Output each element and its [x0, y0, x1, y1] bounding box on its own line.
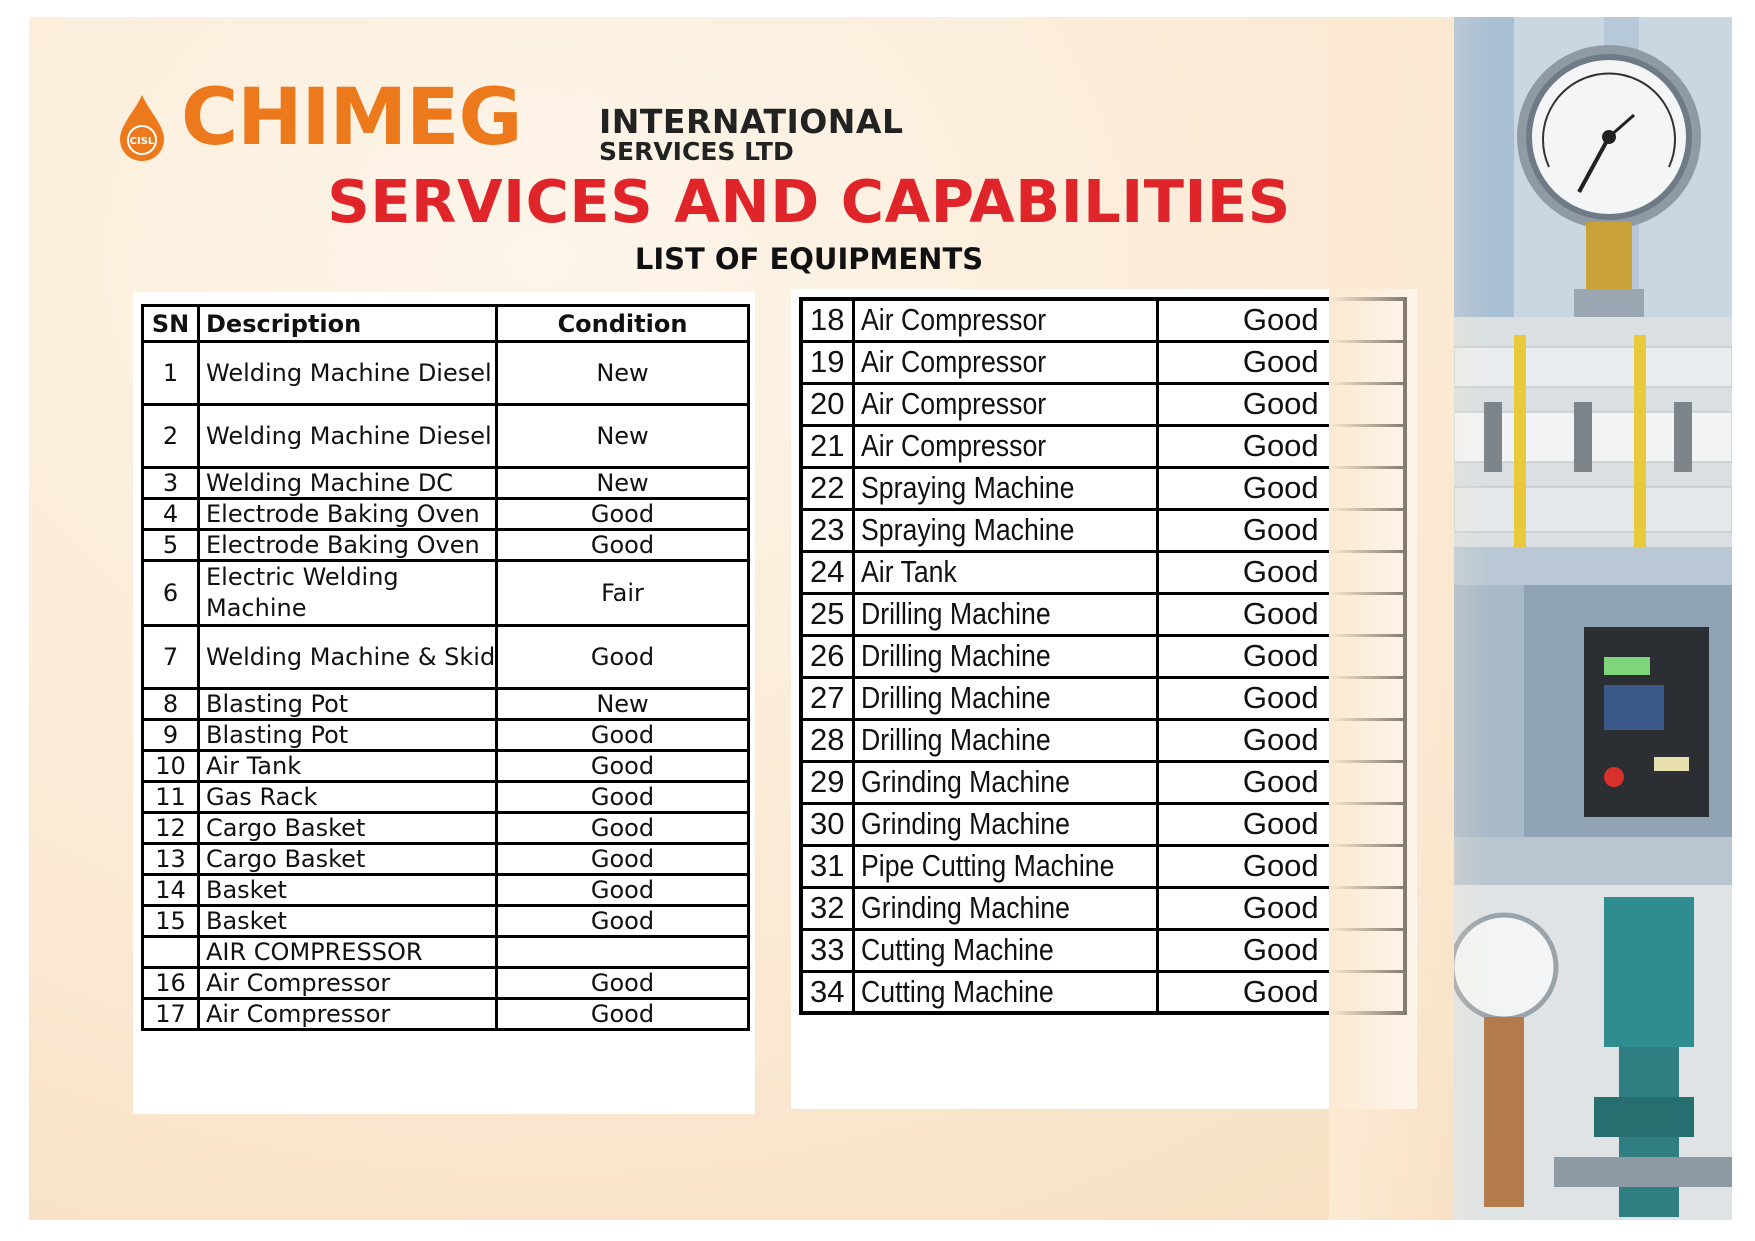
cell-description: Gas Rack — [199, 782, 497, 813]
company-name-suffix — [599, 102, 904, 166]
cell-description: Electric Welding Machine — [199, 561, 497, 626]
cell-description: Electrode Baking Oven — [199, 530, 497, 561]
cell-sn: 25 — [801, 593, 853, 635]
cell-condition: Good — [497, 906, 749, 937]
cell-condition: Good — [497, 844, 749, 875]
cell-sn: 3 — [143, 468, 199, 499]
cell-condition: Good — [1157, 677, 1405, 719]
cell-description — [853, 803, 1157, 845]
cell-sn: 21 — [801, 425, 853, 467]
cell-sn: 31 — [801, 845, 853, 887]
cell-condition: Good — [1157, 761, 1405, 803]
cell-condition: New — [497, 405, 749, 468]
column-header-description: Description — [199, 306, 497, 342]
cell-description — [853, 425, 1157, 467]
table-row — [801, 803, 1405, 845]
logo-mark-text: CISL — [129, 136, 155, 147]
cell-description: Blasting Pot — [199, 689, 497, 720]
cell-sn: 30 — [801, 803, 853, 845]
cell-condition: Good — [1157, 425, 1405, 467]
cell-description: Air Compressor — [199, 968, 497, 999]
cell-sn: 18 — [801, 299, 853, 341]
cell-condition: Good — [1157, 719, 1405, 761]
cell-description-text: Drilling Machine — [860, 722, 1051, 757]
cell-sn: 28 — [801, 719, 853, 761]
cell-description — [853, 719, 1157, 761]
cell-description-text: Air Compressor — [860, 386, 1046, 421]
cell-description — [853, 635, 1157, 677]
cell-description-text: Drilling Machine — [860, 680, 1051, 715]
cell-sn: 20 — [801, 383, 853, 425]
pipeline-photo — [1454, 317, 1732, 585]
cell-sn: 10 — [143, 751, 199, 782]
cell-description-text: Pipe Cutting Machine — [860, 848, 1114, 883]
table-row — [143, 405, 749, 468]
table-row — [143, 875, 749, 906]
cell-condition: Good — [497, 875, 749, 906]
cell-condition — [497, 937, 749, 968]
industrial-photo-strip — [1454, 17, 1732, 1220]
cell-condition: Good — [497, 782, 749, 813]
cell-sn: 34 — [801, 971, 853, 1013]
company-name-line1: INTERNATIONAL — [599, 102, 904, 141]
cell-sn: 11 — [143, 782, 199, 813]
cell-condition: Good — [1157, 971, 1405, 1013]
cell-condition: Good — [1157, 845, 1405, 887]
cell-sn: 23 — [801, 509, 853, 551]
cell-condition: Good — [1157, 299, 1405, 341]
cell-condition: Good — [1157, 803, 1405, 845]
cell-condition: Good — [1157, 509, 1405, 551]
cell-description — [853, 761, 1157, 803]
table-row — [143, 999, 749, 1030]
cell-sn: 6 — [143, 561, 199, 626]
cell-description — [853, 845, 1157, 887]
cell-condition: Good — [1157, 887, 1405, 929]
table-row — [143, 626, 749, 689]
cell-description: Basket — [199, 875, 497, 906]
cell-description — [853, 971, 1157, 1013]
cell-condition: Good — [497, 720, 749, 751]
page-subtitle: LIST OF EQUIPMENTS — [634, 242, 984, 276]
cell-sn: 13 — [143, 844, 199, 875]
right-table-panel — [791, 289, 1417, 1109]
cell-description: Welding Machine & Skid — [199, 626, 497, 689]
cell-condition: New — [497, 342, 749, 405]
cell-sn — [143, 937, 199, 968]
cell-sn: 12 — [143, 813, 199, 844]
cell-condition: Good — [497, 499, 749, 530]
table-row — [143, 689, 749, 720]
table-row — [143, 342, 749, 405]
cell-description — [853, 677, 1157, 719]
cell-condition: Good — [497, 751, 749, 782]
table-row — [801, 971, 1405, 1013]
cell-description — [853, 929, 1157, 971]
cell-condition: Good — [1157, 467, 1405, 509]
document-page — [29, 17, 1732, 1220]
cell-description-text: Air Compressor — [860, 302, 1046, 338]
table-row — [143, 782, 749, 813]
cell-sn: 4 — [143, 499, 199, 530]
table-row — [801, 341, 1405, 383]
company-name-line2: SERVICES LTD — [599, 137, 794, 166]
cell-sn: 22 — [801, 467, 853, 509]
cell-description: Welding Machine Diesel — [199, 342, 497, 405]
cell-sn: 32 — [801, 887, 853, 929]
cell-description-text: Spraying Machine — [860, 512, 1074, 547]
table-row — [143, 844, 749, 875]
equipment-table-left — [141, 304, 750, 1031]
table-row — [143, 813, 749, 844]
equipment-table-right — [799, 297, 1407, 1015]
company-name: CHIMEG — [181, 73, 522, 163]
cell-description-text: Drilling Machine — [860, 596, 1051, 631]
column-header-condition: Condition — [497, 306, 749, 342]
cell-condition: Good — [1157, 341, 1405, 383]
table-row — [801, 929, 1405, 971]
table-row — [801, 761, 1405, 803]
table-row — [143, 561, 749, 626]
table-row — [801, 677, 1405, 719]
cell-description — [853, 299, 1157, 341]
cell-description: Electrode Baking Oven — [199, 499, 497, 530]
table-row — [143, 468, 749, 499]
cell-sn: 29 — [801, 761, 853, 803]
oil-drop-icon — [117, 93, 167, 163]
cell-sn: 33 — [801, 929, 853, 971]
column-header-sn: SN — [143, 306, 199, 342]
cell-description — [853, 467, 1157, 509]
table-row — [143, 906, 749, 937]
cell-condition: Good — [497, 968, 749, 999]
cell-description — [853, 341, 1157, 383]
table-row — [801, 383, 1405, 425]
cell-description-text: Grinding Machine — [860, 764, 1070, 799]
table-row — [143, 937, 749, 968]
control-panel-photo — [1454, 585, 1732, 885]
cell-description: Air Compressor — [199, 999, 497, 1030]
cell-condition: Good — [1157, 383, 1405, 425]
cell-sn: 9 — [143, 720, 199, 751]
cell-condition: Good — [497, 813, 749, 844]
cell-condition: Good — [497, 626, 749, 689]
cell-sn: 19 — [801, 341, 853, 383]
cell-description: Air Tank — [199, 751, 497, 782]
table-row — [801, 425, 1405, 467]
cell-description: Welding Machine DC — [199, 468, 497, 499]
table-row — [143, 968, 749, 999]
cell-description — [853, 593, 1157, 635]
cell-description — [853, 551, 1157, 593]
cell-description — [853, 887, 1157, 929]
cell-description-text: Spraying Machine — [860, 470, 1074, 505]
cell-description: Blasting Pot — [199, 720, 497, 751]
table-row — [801, 593, 1405, 635]
pump-photo — [1454, 885, 1732, 1220]
cell-condition: Good — [1157, 929, 1405, 971]
cell-description-text: Air Compressor — [860, 428, 1046, 463]
cell-description: AIR COMPRESSOR — [199, 937, 497, 968]
table-row — [801, 635, 1405, 677]
cell-description-text: Grinding Machine — [860, 806, 1070, 841]
left-table-panel — [133, 292, 755, 1114]
table-row — [801, 467, 1405, 509]
cell-description — [853, 509, 1157, 551]
table-row — [801, 299, 1405, 341]
cell-sn: 5 — [143, 530, 199, 561]
table-row — [143, 499, 749, 530]
cell-condition: New — [497, 468, 749, 499]
table-row — [143, 751, 749, 782]
cell-description — [853, 383, 1157, 425]
photo-fade — [1329, 17, 1489, 1220]
cell-condition: Good — [1157, 635, 1405, 677]
table-row — [801, 887, 1405, 929]
cell-condition: Good — [1157, 593, 1405, 635]
cell-sn: 26 — [801, 635, 853, 677]
cell-description-text: Air Tank — [860, 554, 957, 589]
cell-description: Cargo Basket — [199, 844, 497, 875]
table-row — [801, 551, 1405, 593]
cell-sn: 7 — [143, 626, 199, 689]
cell-description-text: Cutting Machine — [860, 973, 1054, 1009]
cell-description: Welding Machine Diesel — [199, 405, 497, 468]
cell-condition: Good — [497, 530, 749, 561]
cell-description-text: Cutting Machine — [860, 932, 1054, 967]
cell-description: Cargo Basket — [199, 813, 497, 844]
table-header-row — [143, 306, 749, 342]
table-row — [143, 720, 749, 751]
pressure-gauge-photo — [1454, 17, 1732, 317]
table-row — [801, 845, 1405, 887]
cell-sn: 1 — [143, 342, 199, 405]
table-row — [801, 509, 1405, 551]
cell-description-text: Drilling Machine — [860, 638, 1051, 673]
cell-condition: New — [497, 689, 749, 720]
cell-sn: 27 — [801, 677, 853, 719]
cell-sn: 17 — [143, 999, 199, 1030]
cell-description-text: Grinding Machine — [860, 890, 1070, 925]
cell-sn: 15 — [143, 906, 199, 937]
table-row — [143, 530, 749, 561]
cell-description-text: Air Compressor — [860, 344, 1046, 379]
cell-sn: 2 — [143, 405, 199, 468]
cell-condition: Good — [497, 999, 749, 1030]
page-title: SERVICES AND CAPABILITIES — [327, 167, 1291, 236]
cell-condition: Good — [1157, 551, 1405, 593]
cell-condition: Fair — [497, 561, 749, 626]
cell-sn: 16 — [143, 968, 199, 999]
cell-sn: 14 — [143, 875, 199, 906]
table-row — [801, 719, 1405, 761]
cell-description: Basket — [199, 906, 497, 937]
cell-sn: 8 — [143, 689, 199, 720]
cell-sn: 24 — [801, 551, 853, 593]
